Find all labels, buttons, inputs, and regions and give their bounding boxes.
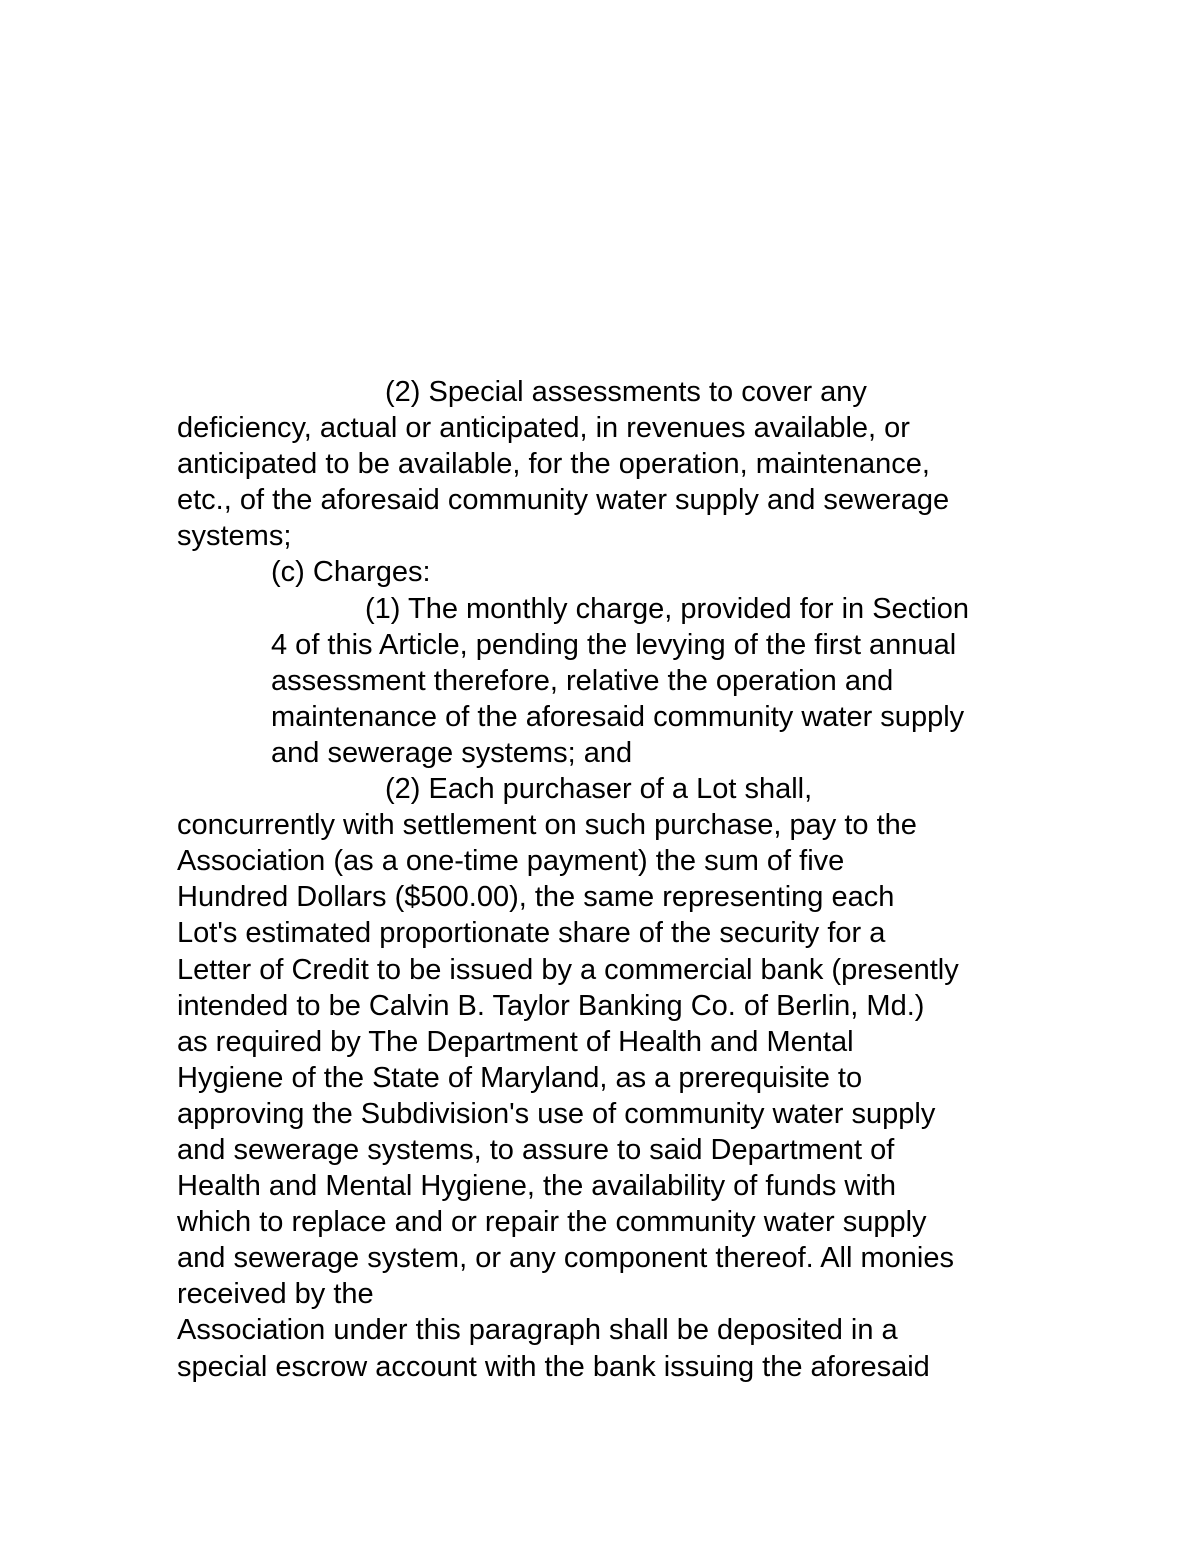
text-line: and sewerage system, or any component thereof. All monies: [177, 1242, 954, 1275]
document-body: [177, 374, 1037, 1385]
text-line: which to replace and or repair the community water supply: [177, 1206, 927, 1239]
text-line: Hundred Dollars ($500.00), the same representing each: [177, 881, 895, 914]
text-line: received by the: [177, 1278, 374, 1311]
text-line: assessment therefore, relative the operation and: [271, 664, 894, 697]
text-line: Lot's estimated proportionate share of the security for a: [177, 917, 886, 950]
text-line: systems;: [177, 520, 292, 553]
text-line: Hygiene of the State of Maryland, as a prerequisite to: [177, 1061, 863, 1094]
text-line: etc., of the aforesaid community water supply and sewerage: [177, 484, 950, 517]
text-line: and sewerage systems, to assure to said Department of: [177, 1133, 895, 1166]
text-line: (1) The monthly charge, provided for in Section: [365, 592, 969, 625]
text-line: special escrow account with the bank issuing the aforesaid: [177, 1350, 930, 1383]
text-line: 4 of this Article, pending the levying of the first annual: [271, 628, 957, 661]
text-line: deficiency, actual or anticipated, in revenues available, or: [177, 412, 910, 445]
text-line: maintenance of the aforesaid community water supply: [271, 700, 965, 733]
text-line: Health and Mental Hygiene, the availability of funds with: [177, 1170, 896, 1203]
text-line: and sewerage systems; and: [271, 736, 633, 769]
text-line: Association under this paragraph shall be deposited in a: [177, 1314, 898, 1347]
text-line: (c) Charges:: [271, 556, 431, 589]
text-line: concurrently with settlement on such purchase, pay to the: [177, 809, 917, 842]
text-line: intended to be Calvin B. Taylor Banking Co. of Berlin, Md.): [177, 989, 925, 1022]
text-line: (2) Special assessments to cover any: [385, 376, 867, 408]
text-line: Letter of Credit to be issued by a commercial bank (presently: [177, 953, 959, 986]
text-line: anticipated to be available, for the operation, maintenance,: [177, 448, 930, 481]
text-line: (2) Each purchaser of a Lot shall,: [385, 773, 813, 806]
text-line: approving the Subdivision's use of community water supply: [177, 1097, 936, 1130]
text-line: Association (as a one-time payment) the sum of five: [177, 845, 845, 878]
text-line: as required by The Department of Health and Mental: [177, 1025, 854, 1058]
